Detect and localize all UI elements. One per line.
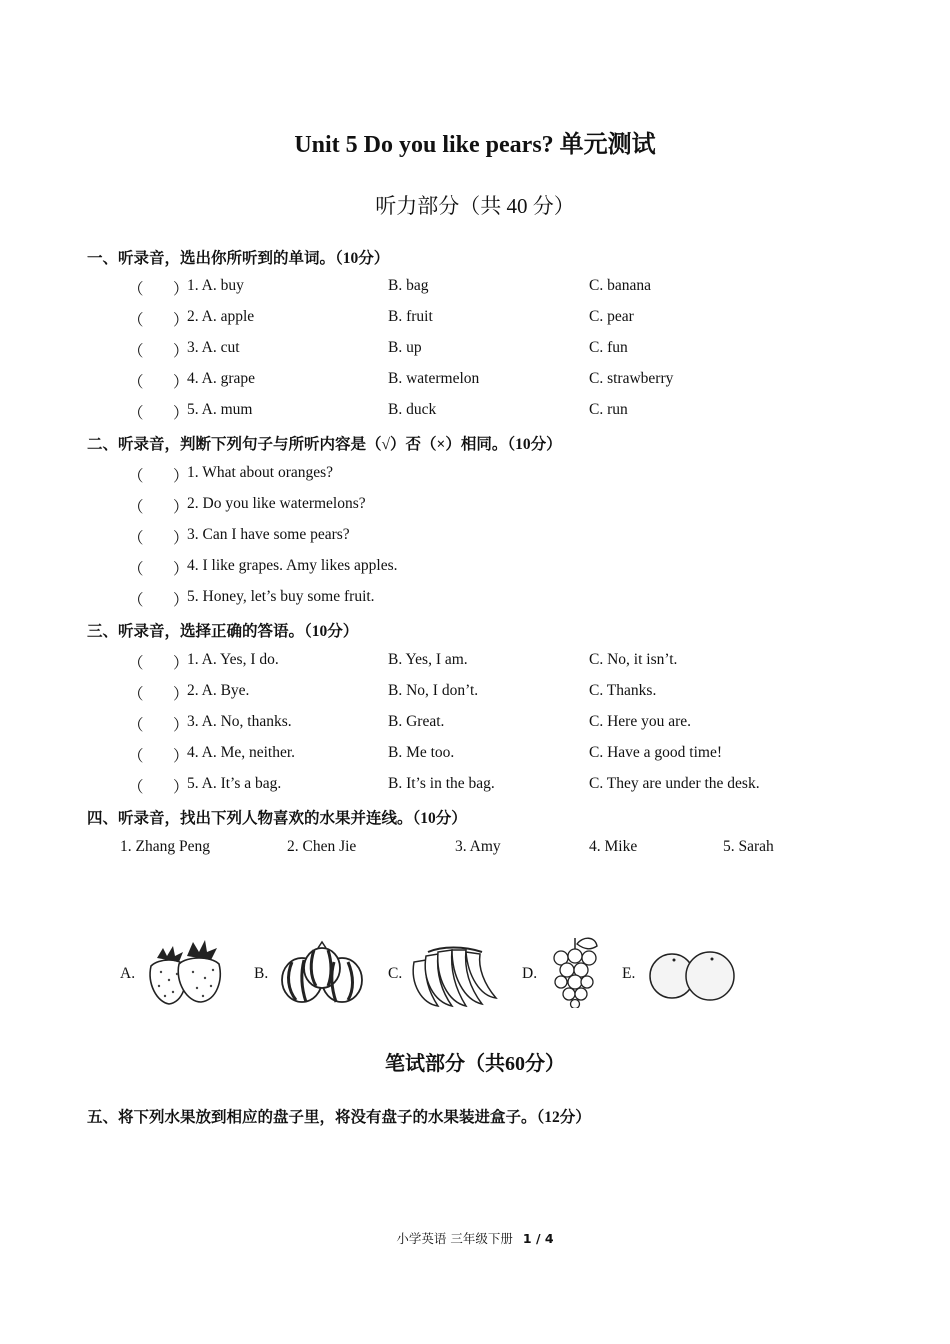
question-row — [0, 277, 950, 297]
option-c: C. run — [589, 401, 628, 418]
option-a: 2. A. Bye. — [187, 682, 250, 699]
option-c: C. strawberry — [589, 370, 674, 387]
answer-paren-open[interactable]: （ — [128, 499, 144, 516]
section2-heading: 二、听录音，判断下列句子与所听内容是（√）否（×）相同。（10分） — [87, 436, 562, 453]
question-row — [0, 308, 950, 328]
written-section-header: 笔试部分（共60分） — [385, 1053, 565, 1075]
question-row — [0, 682, 950, 702]
answer-paren-open[interactable]: （ — [128, 717, 144, 734]
page-title: Unit 5 Do you like pears? 单元测试 — [294, 132, 656, 158]
answer-paren-open[interactable]: （ — [128, 655, 144, 672]
person-name: 3. Amy — [455, 838, 501, 855]
answer-paren-close: ） — [173, 343, 189, 360]
sentence: 4. I like grapes. Amy likes apples. — [187, 557, 398, 574]
strawberry-icon — [143, 936, 227, 1008]
sentence: 1. What about oranges? — [187, 464, 334, 481]
answer-paren-open[interactable]: （ — [128, 748, 144, 765]
option-c: C. Have a good time! — [589, 744, 723, 761]
question-row — [0, 713, 950, 733]
answer-paren-close: ） — [173, 779, 189, 796]
answer-paren-open[interactable]: （ — [128, 312, 144, 329]
option-b: B. duck — [388, 401, 437, 418]
person-name: 4. Mike — [589, 838, 638, 855]
option-c: C. pear — [589, 308, 634, 325]
option-b: B. No, I don’t. — [388, 682, 479, 699]
answer-paren-close: ） — [173, 499, 189, 516]
option-a: 2. A. apple — [187, 308, 255, 325]
option-b: B. It’s in the bag. — [388, 775, 495, 792]
option-c: C. fun — [589, 339, 628, 356]
option-b: B. Great. — [388, 713, 445, 730]
person-name: 5. Sarah — [723, 838, 774, 855]
option-b: B. up — [388, 339, 422, 356]
question-row — [0, 526, 950, 546]
option-b: B. Yes, I am. — [388, 651, 468, 668]
answer-paren-open[interactable]: （ — [128, 281, 144, 298]
option-b: B. fruit — [388, 308, 433, 325]
section4-heading: 四、听录音，找出下列人物喜欢的水果并连线。（10分） — [87, 810, 467, 827]
answer-paren-close: ） — [173, 374, 189, 391]
listening-section-header: 听力部分（共 40 分） — [375, 194, 575, 218]
page-number: 1 / 4 — [522, 1231, 554, 1246]
answer-paren-open[interactable]: （ — [128, 686, 144, 703]
answer-paren-close: ） — [173, 281, 189, 298]
sentence: 3. Can I have some pears? — [187, 526, 350, 543]
section3-heading: 三、听录音，选择正确的答语。（10分） — [87, 623, 359, 640]
section1-heading: 一、听录音，选出你所听到的单词。（10分） — [87, 250, 390, 267]
answer-paren-open[interactable]: （ — [128, 592, 144, 609]
footer-subject: 小学英语 三年级下册 — [396, 1231, 513, 1246]
question-row — [0, 339, 950, 359]
fruit-label: B. — [254, 965, 269, 982]
answer-paren-close: ） — [173, 530, 189, 547]
answer-paren-open[interactable]: （ — [128, 561, 144, 578]
question-row — [0, 401, 950, 421]
answer-paren-open[interactable]: （ — [128, 530, 144, 547]
person-name: 2. Chen Jie — [287, 838, 357, 855]
question-row — [0, 588, 950, 608]
page-footer — [0, 1229, 950, 1247]
answer-paren-close: ） — [173, 717, 189, 734]
question-row — [0, 651, 950, 671]
sentence: 2. Do you like watermelons? — [187, 495, 366, 512]
fruit-label: A. — [120, 965, 136, 982]
question-row — [0, 370, 950, 390]
question-row — [0, 557, 950, 577]
option-a: 3. A. cut — [187, 339, 240, 356]
grape-icon — [547, 934, 603, 1008]
option-a: 5. A. mum — [187, 401, 253, 418]
option-a: 4. A. grape — [187, 370, 256, 387]
option-a: 3. A. No, thanks. — [187, 713, 292, 730]
watermelon-icon — [278, 940, 368, 1006]
option-a: 1. A. buy — [187, 277, 244, 294]
question-row — [0, 495, 950, 515]
fruit-label: E. — [622, 965, 636, 982]
option-a: 4. A. Me, neither. — [187, 744, 296, 761]
person-name: 1. Zhang Peng — [120, 838, 210, 855]
answer-paren-close: ） — [173, 405, 189, 422]
answer-paren-close: ） — [173, 655, 189, 672]
sentence: 5. Honey, let’s buy some fruit. — [187, 588, 375, 605]
option-c: C. Thanks. — [589, 682, 657, 699]
answer-paren-close: ） — [173, 686, 189, 703]
banana-icon — [408, 944, 504, 1010]
question-row — [0, 464, 950, 484]
option-c: C. No, it isn’t. — [589, 651, 678, 668]
option-b: B. Me too. — [388, 744, 455, 761]
question-row — [0, 744, 950, 764]
answer-paren-open[interactable]: （ — [128, 468, 144, 485]
answer-paren-open[interactable]: （ — [128, 374, 144, 391]
answer-paren-close: ） — [173, 468, 189, 485]
answer-paren-open[interactable]: （ — [128, 779, 144, 796]
answer-paren-close: ） — [173, 312, 189, 329]
answer-paren-close: ） — [173, 748, 189, 765]
fruit-label: C. — [388, 965, 403, 982]
fruit-label: D. — [522, 965, 538, 982]
orange-icon — [648, 950, 738, 1002]
answer-paren-close: ） — [173, 592, 189, 609]
answer-paren-open[interactable]: （ — [128, 405, 144, 422]
option-b: B. bag — [388, 277, 429, 294]
option-a: 5. A. It’s a bag. — [187, 775, 282, 792]
question-row — [0, 775, 950, 795]
section5-heading: 五、将下列水果放到相应的盘子里，将没有盘子的水果装进盒子。（12分） — [87, 1109, 591, 1126]
option-b: B. watermelon — [388, 370, 480, 387]
option-c: C. Here you are. — [589, 713, 691, 730]
option-c: C. They are under the desk. — [589, 775, 760, 792]
answer-paren-close: ） — [173, 561, 189, 578]
answer-paren-open[interactable]: （ — [128, 343, 144, 360]
option-c: C. banana — [589, 277, 651, 294]
option-a: 1. A. Yes, I do. — [187, 651, 279, 668]
